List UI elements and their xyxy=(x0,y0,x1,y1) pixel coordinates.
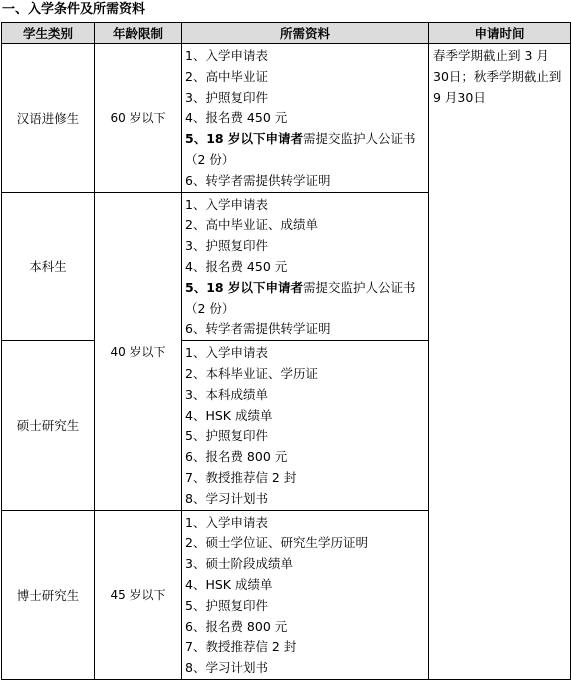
category-cell: 博士研究生 xyxy=(2,510,95,679)
list-item: 8、学习计划书 xyxy=(185,490,268,506)
header-age: 年龄限制 xyxy=(95,23,182,44)
list-item: 4、HSK 成绩单 xyxy=(185,407,273,423)
item-text: 需提交监护人公证书（2 份） xyxy=(185,131,416,167)
header-category: 学生类别 xyxy=(2,23,95,44)
materials-cell xyxy=(182,341,429,510)
header-time: 申请时间 xyxy=(429,23,571,44)
list-item: 6、转学者需提供转学证明 xyxy=(185,172,331,188)
materials-cell xyxy=(182,192,429,341)
materials-cell xyxy=(182,44,429,193)
list-item: 5、护照复印件 xyxy=(185,428,268,444)
list-item: 1、入学申请表 xyxy=(185,48,268,63)
age-cell: 45 岁以下 xyxy=(95,510,182,679)
category-cell: 本科生 xyxy=(2,192,95,341)
list-item: 1、入学申请表 xyxy=(185,196,268,212)
list-item: 3、本科成绩单 xyxy=(185,386,268,402)
item-text: 需提交监护人公证书（2 份） xyxy=(185,279,416,316)
list-item xyxy=(185,129,428,171)
table-row xyxy=(2,44,571,193)
list-item: 1、入学申请表 xyxy=(185,345,268,361)
list-item: 6、转学者需提供转学证明 xyxy=(185,321,331,337)
list-item: 2、高中毕业证 xyxy=(185,68,268,84)
list-item xyxy=(185,278,428,320)
list-item: 1、入学申请表 xyxy=(185,514,268,530)
list-item: 3、护照复印件 xyxy=(185,238,268,254)
list-item: 3、护照复印件 xyxy=(185,89,268,105)
admission-requirements-table xyxy=(1,22,571,680)
category-cell: 汉语进修生 xyxy=(2,44,95,193)
table-header-row xyxy=(2,23,571,44)
list-item: 6、报名费 800 元 xyxy=(185,449,288,465)
list-item: 6、报名费 800 元 xyxy=(185,618,288,634)
header-materials: 所需资料 xyxy=(182,23,429,44)
list-item: 8、学习计划书 xyxy=(185,660,268,676)
list-item: 4、报名费 450 元 xyxy=(185,258,288,274)
list-item: 2、本科毕业证、学历证 xyxy=(185,365,318,381)
list-item: 2、硕士学位证、研究生学历证明 xyxy=(185,535,368,551)
section-heading: 一、入学条件及所需资料 xyxy=(2,2,146,17)
list-item: 7、教授推荐信 2 封 xyxy=(185,639,297,655)
list-item: 4、HSK 成绩单 xyxy=(185,576,273,592)
bold-text: 5、18 岁以下申请者 xyxy=(185,131,303,147)
list-item: 4、报名费 450 元 xyxy=(185,110,288,126)
list-item: 3、硕士阶段成绩单 xyxy=(185,556,293,572)
list-item: 5、护照复印件 xyxy=(185,597,268,613)
bold-text: 5、18 岁以下申请者 xyxy=(185,279,303,295)
deadline-cell: 春季学期截止到 3 月 30日；秋季学期截止到 9 月30日 xyxy=(429,44,571,680)
category-cell: 硕士研究生 xyxy=(2,341,95,510)
materials-cell xyxy=(182,510,429,679)
list-item: 2、高中毕业证、成绩单 xyxy=(185,217,318,233)
age-cell: 60 岁以下 xyxy=(95,44,182,193)
list-item: 7、教授推荐信 2 封 xyxy=(185,469,297,485)
age-cell: 40 岁以下 xyxy=(95,192,182,510)
